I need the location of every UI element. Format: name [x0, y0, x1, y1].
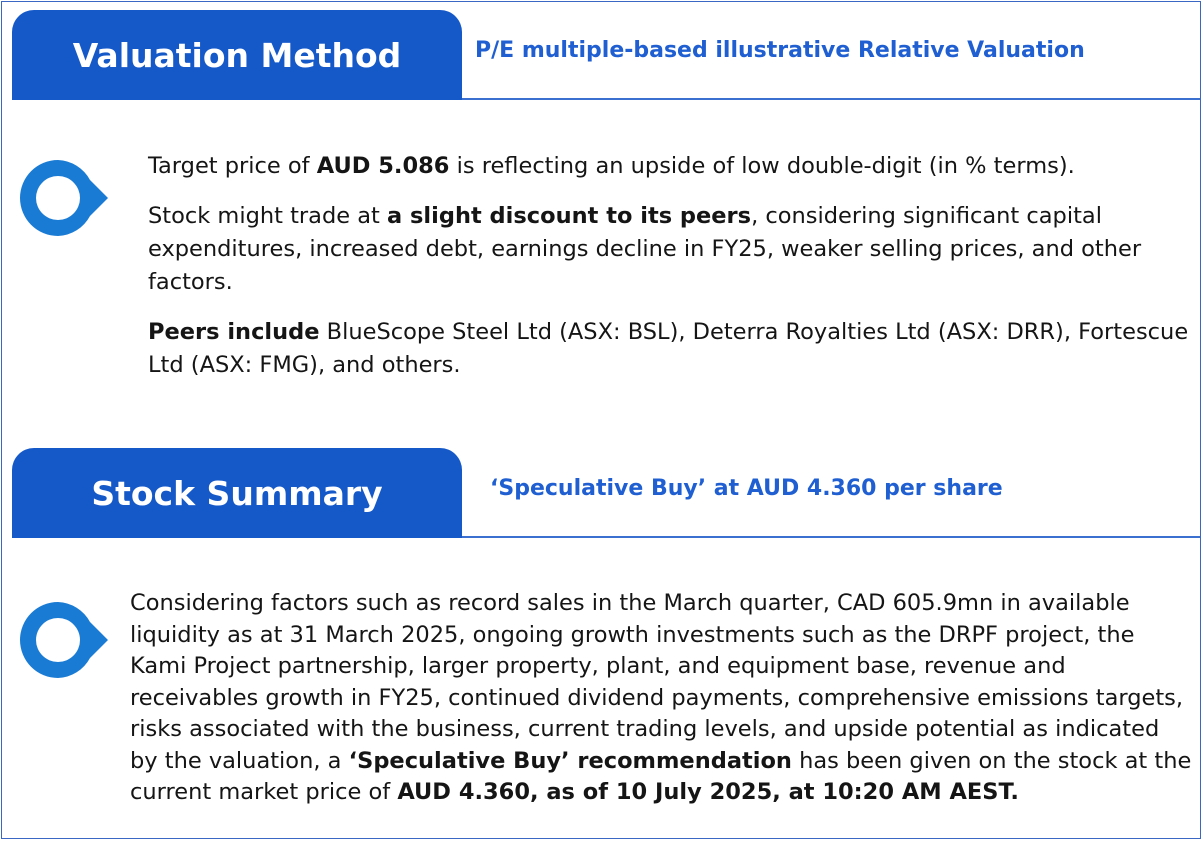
- header-divider: [462, 98, 1200, 100]
- valuation-header: [12, 10, 1200, 100]
- header-divider: [462, 536, 1200, 538]
- summary-header: [12, 448, 1200, 538]
- summary-subtitle: ‘Speculative Buy’ at AUD 4.360 per share: [490, 476, 1003, 501]
- stock-summary-tab: Stock Summary: [12, 448, 462, 538]
- recommendation-text: Considering factors such as record sales in the March quarter, CAD 605.9mn in available liquidity as at 31 March 2025, ongoing growth investments such as the DRPF project, the Kami Project partnership, larger property, plant, and equipment base, revenue and receivables growth in FY25, continued dividend payments, comprehensive emissions targets, risks associated with the business, current trading levels, and upside potential as indicated by the valuation, a ‘Speculative Buy’ recommendation has been given on the stock at the current market price of AUD 4.360, as of 10 July 2025, at 10:20 AM AEST.: [130, 590, 1192, 805]
- peers-text: Peers include BlueScope Steel Ltd (ASX: BSL), Deterra Royalties Ltd (ASX: DRR), Fortescue Ltd (ASX: FMG), and others.: [148, 319, 1189, 378]
- valuation-subtitle: P/E multiple-based illustrative Relative Valuation: [475, 38, 1085, 63]
- location-pin-icon: [14, 596, 110, 692]
- valuation-body: [148, 150, 1196, 382]
- target-price-text: Target price of AUD 5.086 is reflecting an upside of low double-digit (in % terms).: [148, 153, 1075, 179]
- summary-body: [130, 588, 1192, 809]
- discount-text: Stock might trade at a slight discount to its peers, considering significant capital expenditures, increased debt, earnings decline in FY25, weaker selling prices, and other factors.: [148, 203, 1142, 295]
- report-frame: [1, 1, 1201, 839]
- location-pin-icon: [14, 154, 110, 250]
- valuation-method-tab: Valuation Method: [12, 10, 462, 100]
